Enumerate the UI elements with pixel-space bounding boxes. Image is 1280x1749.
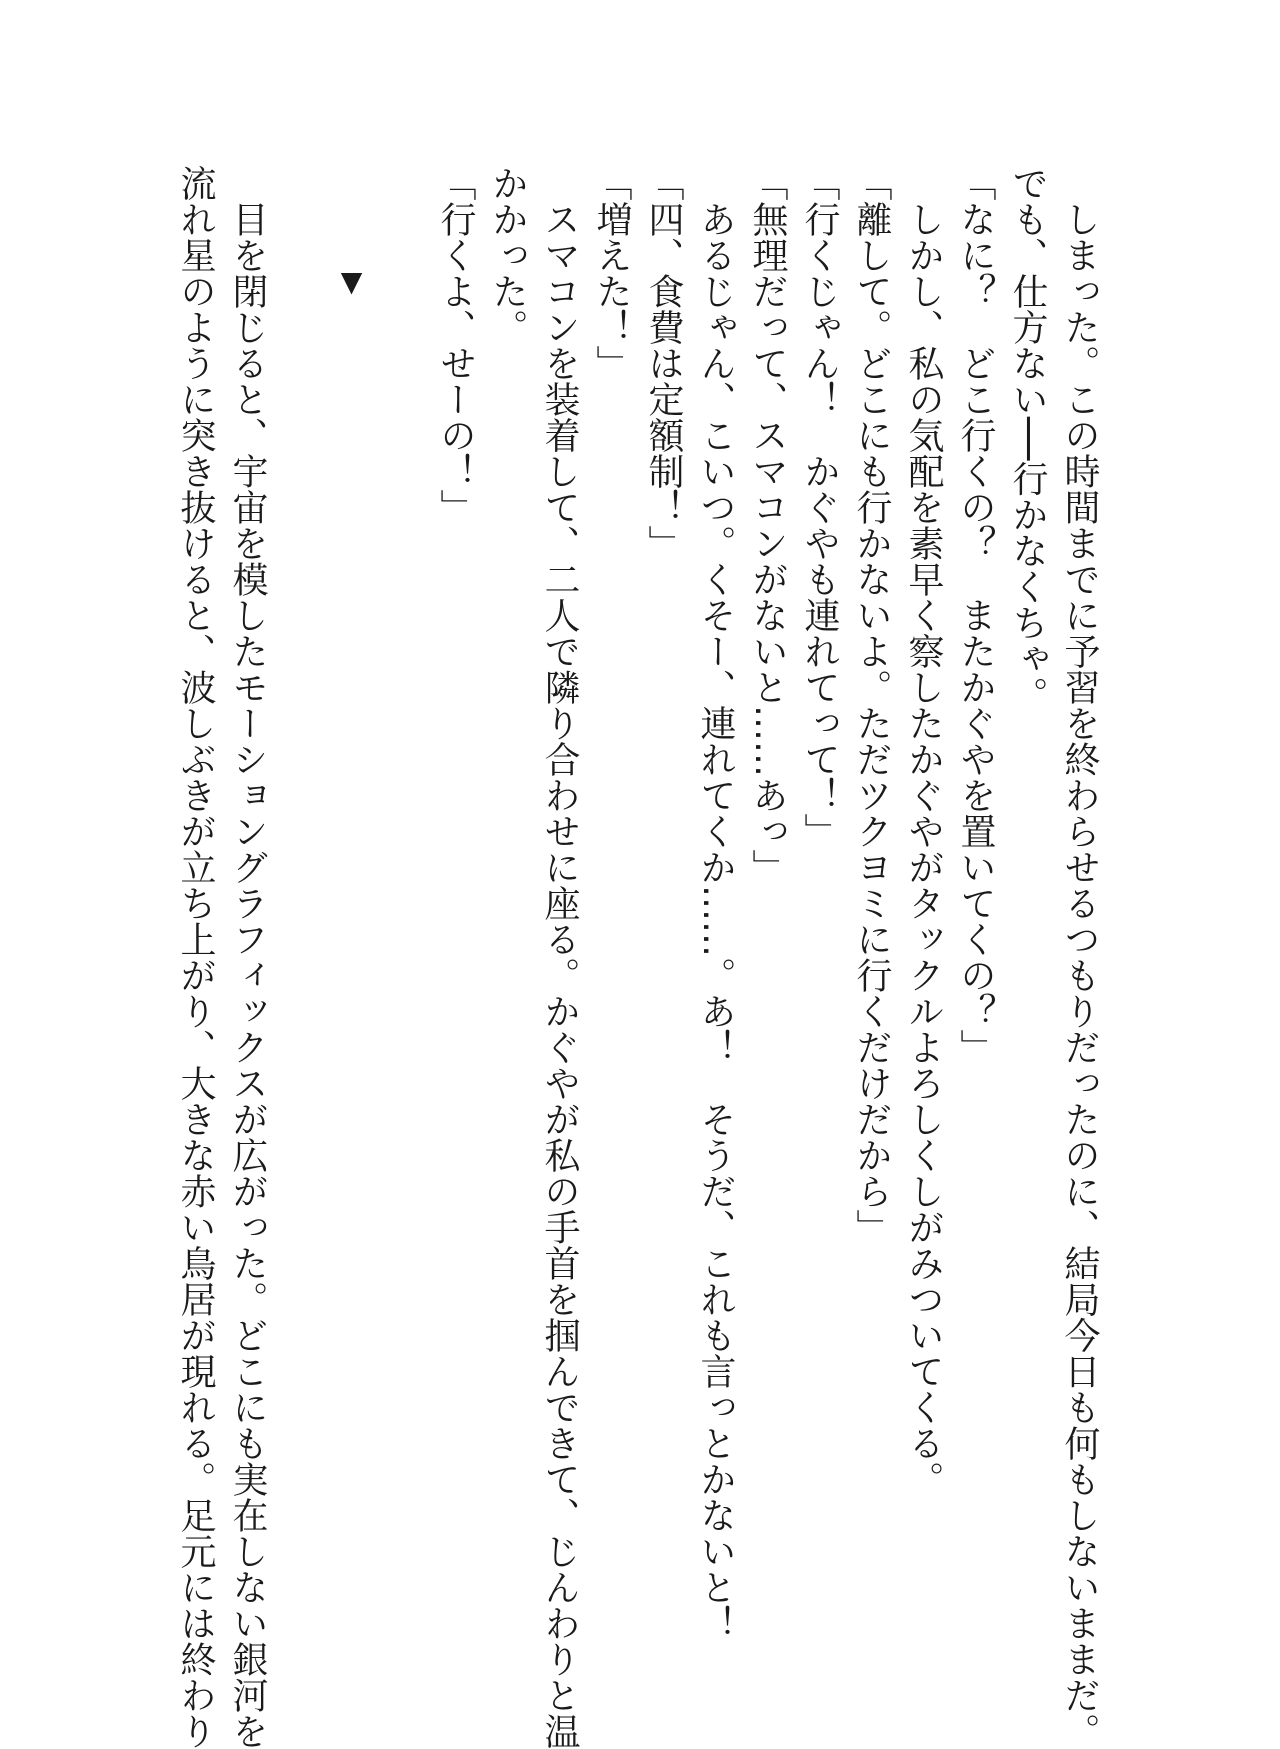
- paragraph-line: あるじゃん、こいつ。くそー、連れてくか……。あ！ そうだ、これも言っとかないと！: [695, 201, 736, 1641]
- dialogue-line: 「なに？ どこ行くの？ またかぐやを置いてくの？」: [955, 165, 996, 1065]
- scene-separator-mark: ▼: [335, 265, 368, 298]
- paragraph-line: スマコンを装着して、二人で隣り合わせに座る。かぐやが私の手首を掴んできて、じんわりと温: [539, 201, 580, 1749]
- paragraph-line: かかった。: [487, 165, 528, 345]
- dialogue-line: 「行くよ、せーの！」: [435, 165, 476, 525]
- paragraph-line: しかし、私の気配を素早く察したかぐやがタックルよろしくしがみついてくる。: [903, 201, 944, 1497]
- dialogue-line: 「増えた！」: [591, 165, 632, 381]
- dialogue-line: 「無理だって、スマコンがないと……あっ」: [747, 165, 788, 885]
- dialogue-line: 「行くじゃん！ かぐやも連れてって！」: [799, 165, 840, 849]
- paragraph-line: 目を閉じると、宇宙を模したモーショングラフィックスが広がった。どこにも実在しない銀河を: [227, 201, 268, 1749]
- paragraph-line: 流れ星のように突き抜けると、波しぶきが立ち上がり、大きな赤い鳥居が現れる。足元には終わり: [175, 165, 216, 1749]
- line-gap: [273, 165, 325, 1505]
- vertical-text-body: [169, 165, 1105, 1749]
- paragraph-line: でも、仕方ない──行かなくちゃ。: [1007, 165, 1048, 713]
- dialogue-line: 「四、食費は定額制！」: [643, 165, 684, 561]
- line-gap: [377, 165, 429, 1505]
- dialogue-line: 「離して。どこにも行かないよ。ただツクヨミに行くだけだから」: [851, 165, 892, 1245]
- paragraph-line: しまった。この時間までに予習を終わらせるつもりだったのに、結局今日も何もしないままだ。: [1059, 201, 1100, 1749]
